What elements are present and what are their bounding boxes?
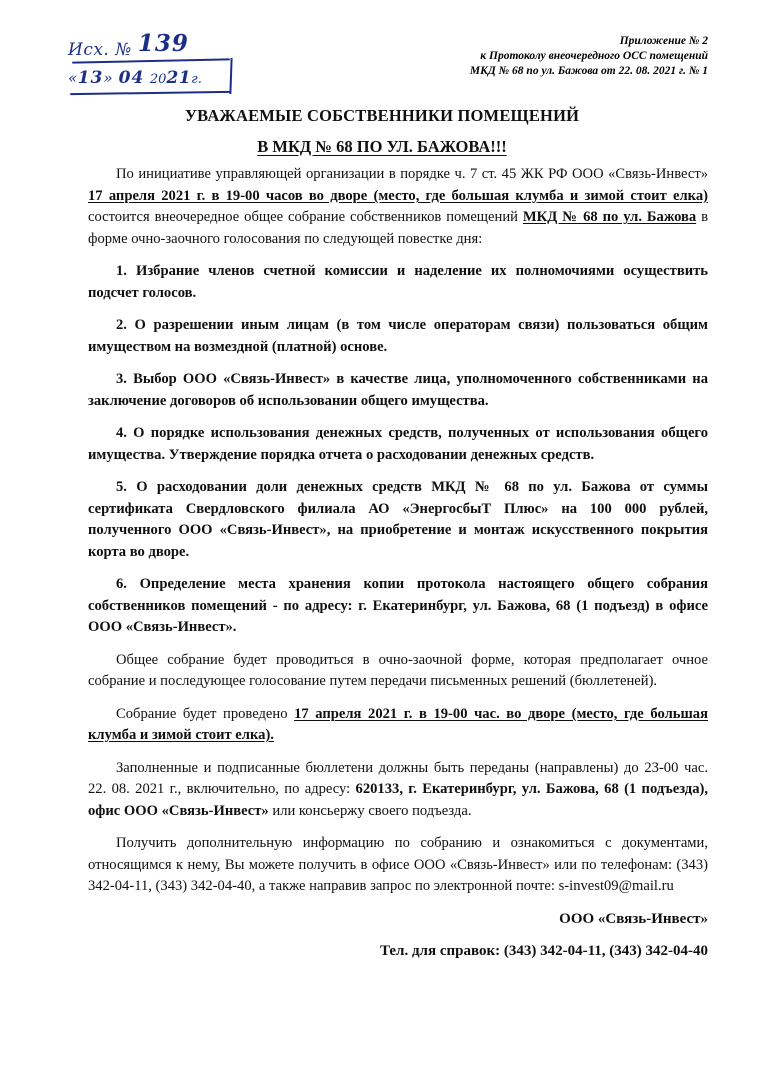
stamp-year-suffix: г. xyxy=(191,72,202,87)
contacts-paragraph: Получить дополнительную информацию по собранию и ознакомиться с документами, относящимся к нему, Вы можете получить в офисе ООО «Связь-Инвест» или по телефонам: (343) 342-04-11, (343) 342-04-40, а также направив запрос по электронной почте: s-invest09@mail.ru xyxy=(88,835,708,894)
quote-open: « xyxy=(68,69,78,87)
agenda-item-3 xyxy=(88,369,708,412)
agenda-item-1-text: 1. Избрание членов счетной комиссии и наделение их полномочиями осуществить подсчет голосов. xyxy=(88,263,708,301)
ballots-address: 620133, г. Екатеринбург, ул. Бажова, 68 (1 подъезда), офис ООО «Связь-Инвест» xyxy=(88,781,708,819)
agenda-item-4 xyxy=(88,423,708,466)
quote-close: » xyxy=(103,69,114,87)
page-subtitle: В МКД № 68 ПО УЛ. БАЖОВА!!! xyxy=(257,137,507,156)
outgoing-label: Исх. № xyxy=(68,40,132,60)
stamp-day: 13 xyxy=(77,68,104,88)
document-reference xyxy=(388,34,708,79)
outgoing-number-line xyxy=(68,30,243,61)
meeting-datetime-prefix: Собрание будет проведено xyxy=(116,705,295,722)
ballots-part-1: Заполненные и подписанные бюллетени должны быть переданы (направлены) до 23-00 час. 22. 08. 2021 г., включительно, по адресу: xyxy=(88,759,708,797)
reference-line-3: МКД № 68 по ул. Бажова от 22. 08. 2021 г. № 1 xyxy=(469,65,708,77)
agenda-item-4-text: 4. О порядке использования денежных средств, полученных от использования общего имущества. Утверждение порядка отчета о расходовании денежных средств. xyxy=(88,425,708,463)
outgoing-number: 139 xyxy=(137,30,189,57)
signature-phones: Тел. для справок: (343) 342-04-11, (343) 342-04-40 xyxy=(379,943,708,959)
intro-part-1: По инициативе управляющей организации в порядке ч. 7 ст. 45 ЖК РФ ООО «Связь-Инвест» xyxy=(116,166,708,182)
agenda-item-3-text: 3. Выбор ООО «Связь-Инвест» в качестве лица, уполномоченного собственниками на заключение договоров об использовании общего имущества. xyxy=(88,371,708,409)
meeting-form-paragraph: Общее собрание будет проводиться в очно-заочной форме, которая предполагает очное собрание и последующее голосование путем передачи письменных решений (бюллетеней). xyxy=(88,651,708,689)
stamp-month: 04 xyxy=(118,68,145,88)
intro-part-3: в форме очно-заочного голосования по следующей повестке дня: xyxy=(88,209,709,247)
intro-part-2: состоится внеочередное общее собрание собственников помещений xyxy=(88,209,523,225)
handwritten-underline-2 xyxy=(70,91,230,95)
meeting-datetime-paragraph xyxy=(88,704,708,747)
agenda-item-5 xyxy=(88,477,708,563)
ballots-part-2: или консьержу своего подъезда. xyxy=(268,802,472,819)
handwritten-bracket-line xyxy=(229,58,232,94)
agenda-item-1 xyxy=(88,261,708,304)
signature-company: ООО «Связь-Инвест» xyxy=(559,910,708,927)
reference-line-2: к Протоколу внеочередного ОСС помещений xyxy=(480,50,708,62)
stamp-year: 21 xyxy=(166,68,192,88)
agenda-item-5-text: 5. О расходовании доли денежных средств МКД № 68 по ул. Бажова от суммы сертификата Свердловского филиала АО «ЭнергосбыТ Плюс» на 100 000 рублей, полученного ООО «Связь-Инвест», на приобретение и монтаж искусственного покрытия корта во дворе. xyxy=(88,479,708,560)
intro-date-place: 17 апреля 2021 г. в 19-00 часов во дворе (место, где большая клумба и зимой стоит елка) xyxy=(88,187,708,204)
intro-paragraph xyxy=(88,164,708,250)
handwritten-date-line xyxy=(68,68,202,88)
ballots-paragraph xyxy=(88,758,708,823)
handwritten-outgoing-stamp xyxy=(68,30,243,88)
meeting-datetime-value: 17 апреля 2021 г. в 19-00 час. во дворе (место, где большая клумба и зимой стоит елка). xyxy=(88,705,708,743)
document-heading xyxy=(0,106,764,157)
agenda-item-2-text: 2. О разрешении иным лицам (в том числе операторам связи) пользоваться общим имуществом на возмездной (платной) основе. xyxy=(88,317,708,355)
intro-address: МКД № 68 по ул. Бажова xyxy=(522,209,697,225)
agenda-item-6-text: 6. Определение места хранения копии протокола настоящего общего собрания собственников помещений - по адресу: г. Екатеринбург, ул. Бажова, 68 (1 подъезд) в офисе ООО «Связь-Инвест». xyxy=(88,576,708,635)
agenda-item-2 xyxy=(88,315,708,358)
page-title: УВАЖАЕМЫЕ СОБСТВЕННИКИ ПОМЕЩЕНИЙ xyxy=(184,106,580,125)
stamp-year-prefix: 20 xyxy=(149,72,167,87)
reference-line-1: Приложение № 2 xyxy=(619,35,708,47)
document-body xyxy=(88,164,708,974)
agenda-item-6 xyxy=(88,574,708,639)
